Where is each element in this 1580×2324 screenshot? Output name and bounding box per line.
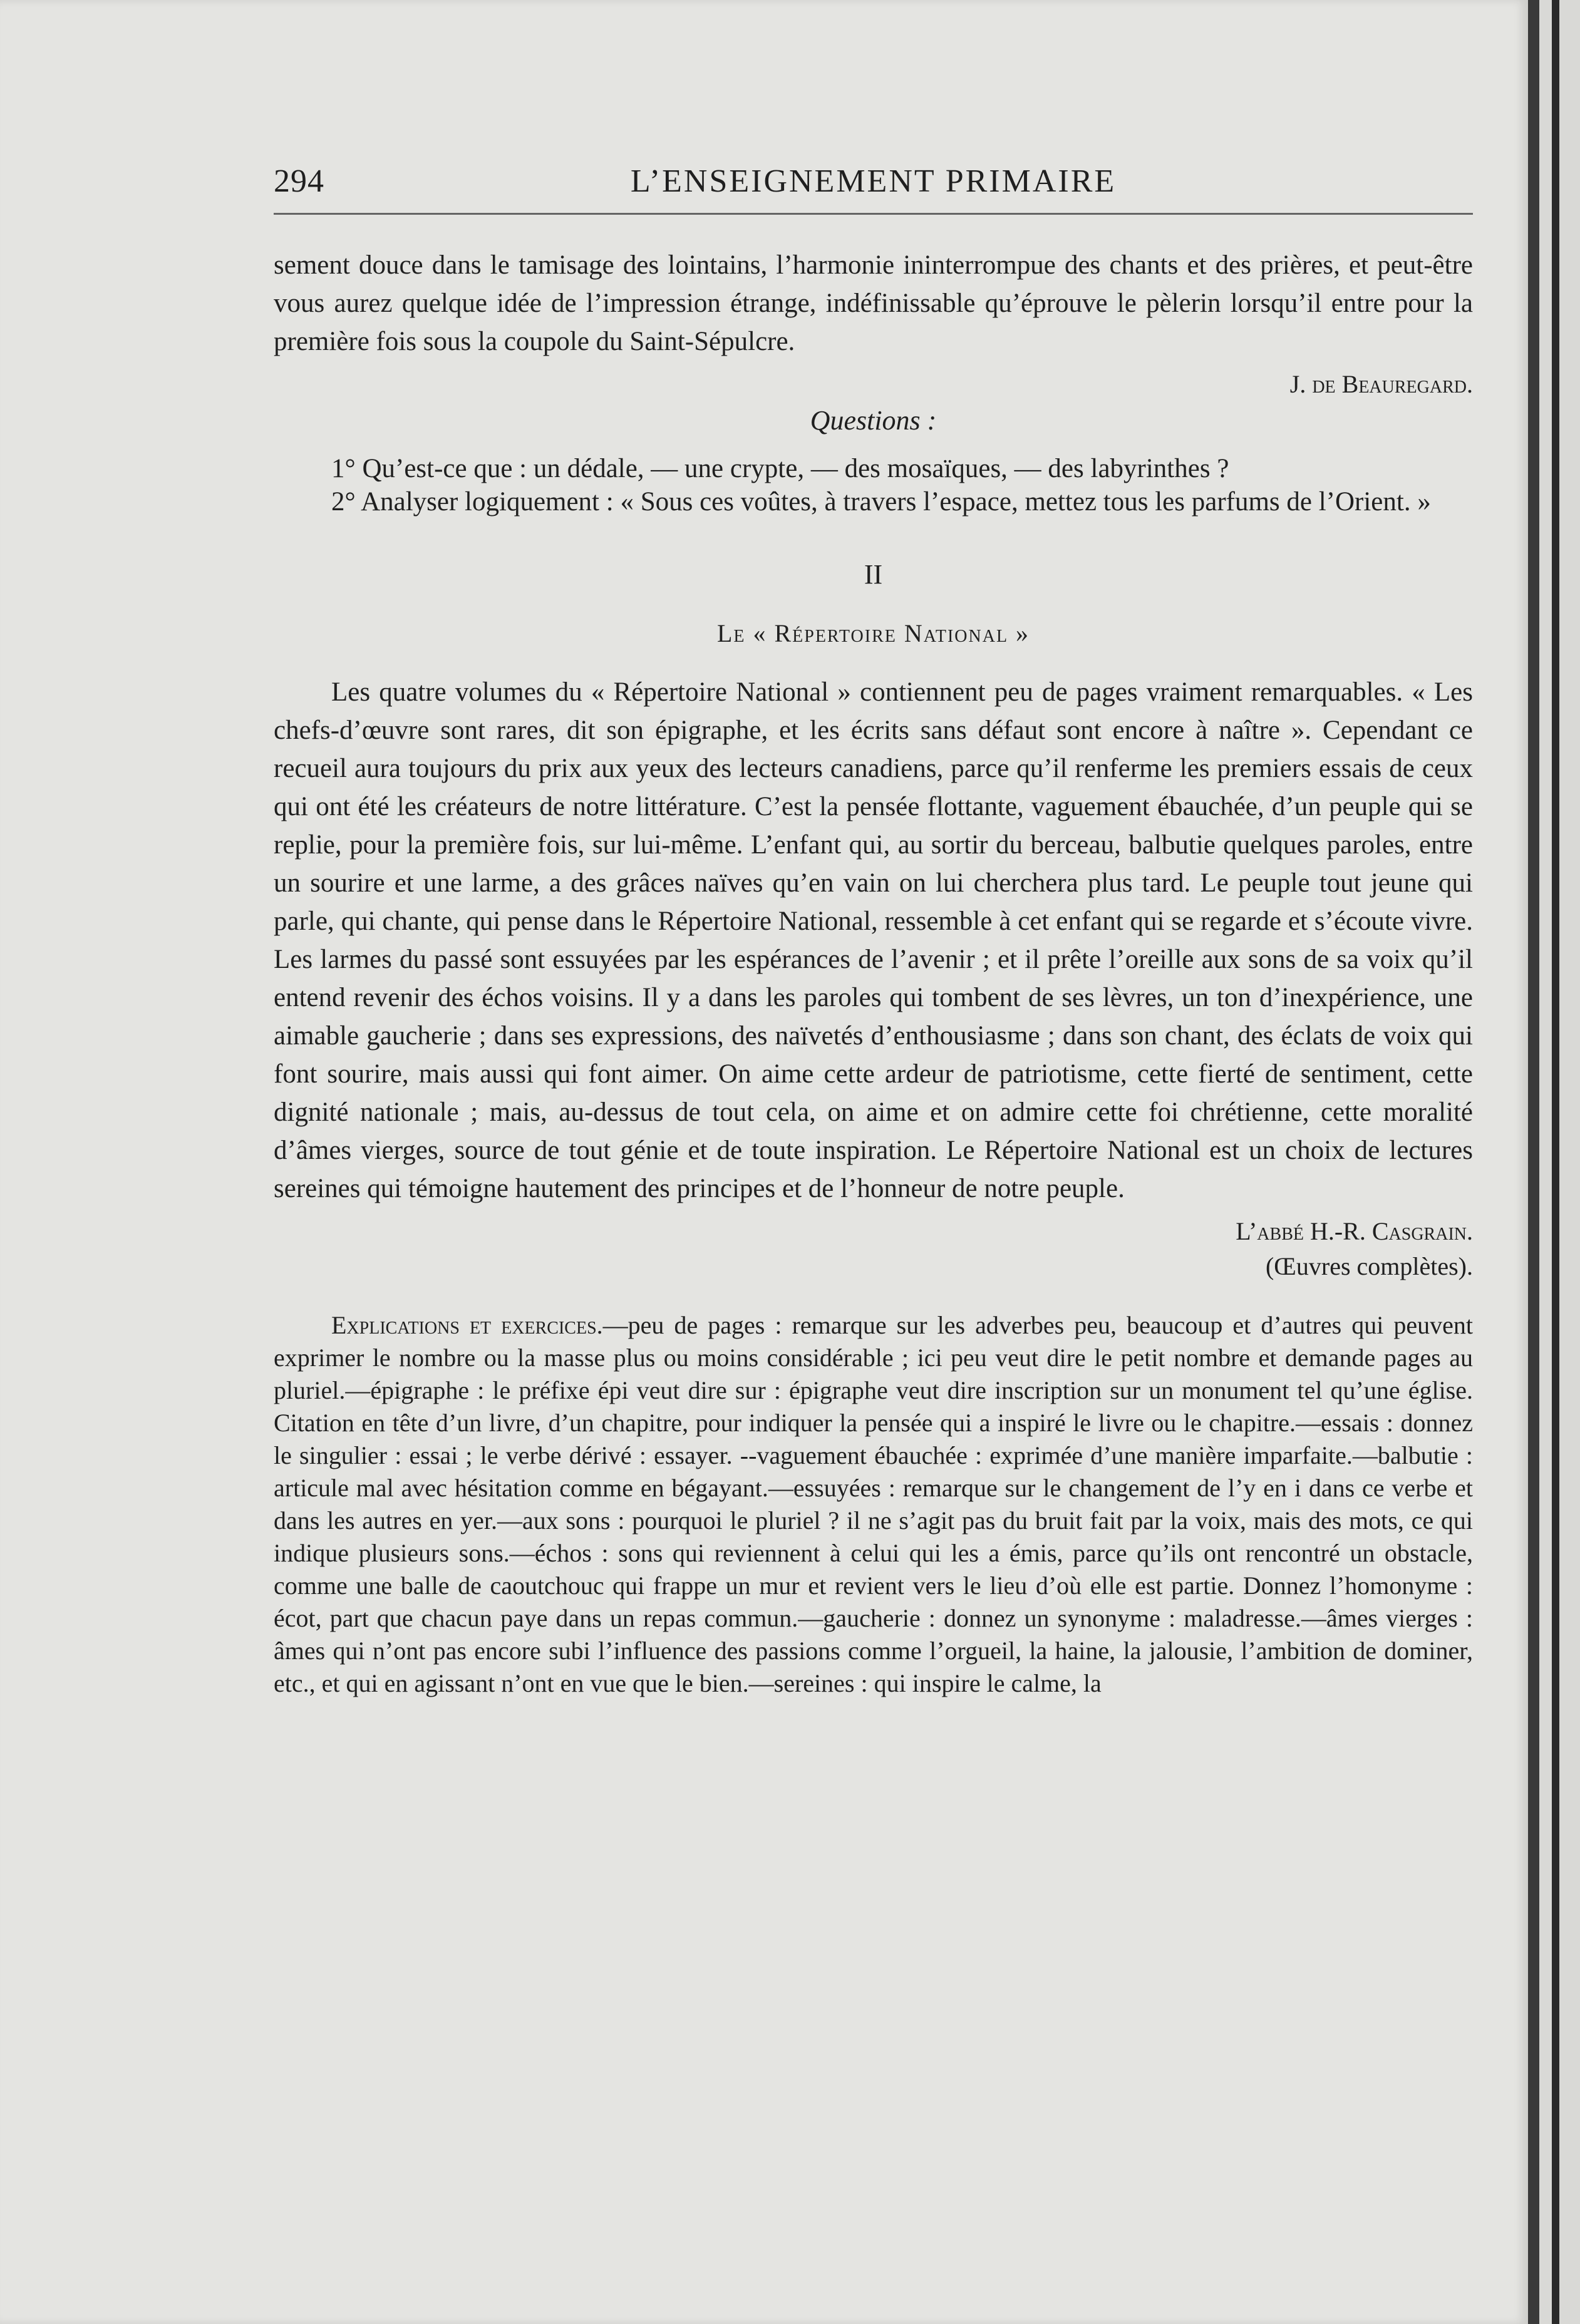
running-title: L’ENSEIGNEMENT PRIMAIRE: [630, 163, 1117, 199]
question-1: 1° Qu’est-ce que : un dédale, — une crypte, — des mosaïques, — des labyrinthes ?: [331, 454, 1229, 483]
running-head: [274, 144, 1473, 213]
questions-heading: Questions :: [810, 405, 937, 436]
author-casgrain: L’abbé H.-R. Casgrain.: [1236, 1217, 1473, 1245]
passage-continuation: sement douce dans le tamisage des lointains, l’harmonie ininterrompue des chants et des prières, et peut-être vous aurez quelque idée de l’impression étrange, indéfinissable qu’éprouve le pèlerin lorsqu’il entre pour la première fois sous la coupole du Saint-Sépulcre.: [274, 250, 1473, 356]
source-citation: (Œuvres complètes).: [1265, 1252, 1473, 1280]
author-signature-1: [274, 367, 1473, 402]
explanations-exercises: [274, 1309, 1473, 1700]
facing-gutter: [1552, 0, 1559, 2324]
page-number: 294: [274, 163, 324, 199]
question-2: 2° Analyser logiquement : « Sous ces voûtes, à travers l’espace, mettez tous les parfums de l’Orient. »: [331, 487, 1431, 517]
section-text: Les quatre volumes du « Répertoire National » contiennent peu de pages vraiment remarquables. « Les chefs-d’œuvre sont rares, dit son épigraphe, et les écrits sans défaut sont encore à naître ». Cependant ce recueil aura toujours du prix aux yeux des lecteurs canadiens, parce qu’il renferme les premiers essais de ceux qui ont été les créateurs de notre littérature. C’est la pensée flottante, vaguement ébauchée, d’un peuple qui se replie, pour la première fois, sur lui-même. L’enfant qui, au sortir du berceau, balbutie quelques paroles, entre un sourire et une larme, a des grâces naïves qu’en vain on lui cherchera plus tard. Le peuple tout jeune qui parle, qui chante, qui pense dans le Répertoire National, ressemble à cet enfant qui se regarde et s’écoute vivre. Les larmes du passé sont essuyées par les espérances de l’avenir ; et il prête l’oreille aux sons de sa voix qu’il entend revenir des échos voisins. Il y a dans les paroles qui tombent de ses lèvres, un ton d’inexpérience, une aimable gaucherie ; dans ses expressions, des naïvetés d’enthousiasme ; dans son chant, des éclats de voix qui font sourire, mais aussi qui font aimer. On aime cette ardeur de patriotisme, cette fierté de sentiment, cette dignité nationale ; mais, au-dessus de tout cela, on aime et on admire cette foi chrétienne, cette moralité d’âmes vierges, source de tout génie et de toute inspiration. Le Répertoire National est un choix de lectures sereines qui témoigne hautement des principes et de l’honneur de notre peuple.: [274, 677, 1473, 1203]
book-gutter: [1528, 0, 1539, 2324]
notes-label: Explications et exercices.: [331, 1311, 603, 1339]
author-name: de Beauregard.: [1312, 370, 1473, 398]
header-rule: [274, 213, 1473, 215]
facing-page-edge: [1539, 0, 1580, 2324]
author-signature-2: [274, 1214, 1473, 1249]
section-number: II: [864, 559, 883, 590]
author-initial: J.: [1289, 370, 1313, 398]
section-title: Le « Répertoire National »: [716, 619, 1030, 647]
notes-text: —peu de pages : remarque sur les adverbes peu, beaucoup et d’autres qui peuvent exprimer le nombre ou la masse plus ou moins considérable ; ici peu veut dire le petit nombre et demande pages au pluriel.—épigraphe : le préfixe épi veut dire sur : épigraphe veut dire inscription sur un monument tel qu’une église. Citation en tête d’un livre, d’un chapitre, pour indiquer la pensée qui a inspiré le livre ou le chapitre.—essais : donnez le singulier : essai ; le verbe dérivé : essayer. --vaguement ébauchée : exprimée d’une manière imparfaite.—balbutie : articule mal avec hésitation comme en bégayant.—essuyées : remarque sur le changement de l’y en i dans ce verbe et dans les autres en yer.—aux sons : pourquoi le pluriel ? il ne s’agit pas du bruit fait par la voix, mais des mots, ce qui indique plusieurs sons.—échos : sons qui reviennent à celui qui les a émis, parce qu’ils ont rencontré un obstacle, comme une balle de caoutchouc qui frappe un mur et revient vers le lieu d’où elle est partie. Donnez l’homonyme : écot, part que chacun paye dans un repas commun.—gaucherie : donnez un synonyme : maladresse.—âmes vierges : âmes qui n’ont pas encore subi l’influence des passions comme l’orgueil, la haine, la jalousie, l’ambition de dominer, etc., et qui en agissant n’ont en vue que le bien.—sereines : qui inspire le calme, la: [274, 1311, 1474, 1697]
page-content: [274, 144, 1473, 1725]
